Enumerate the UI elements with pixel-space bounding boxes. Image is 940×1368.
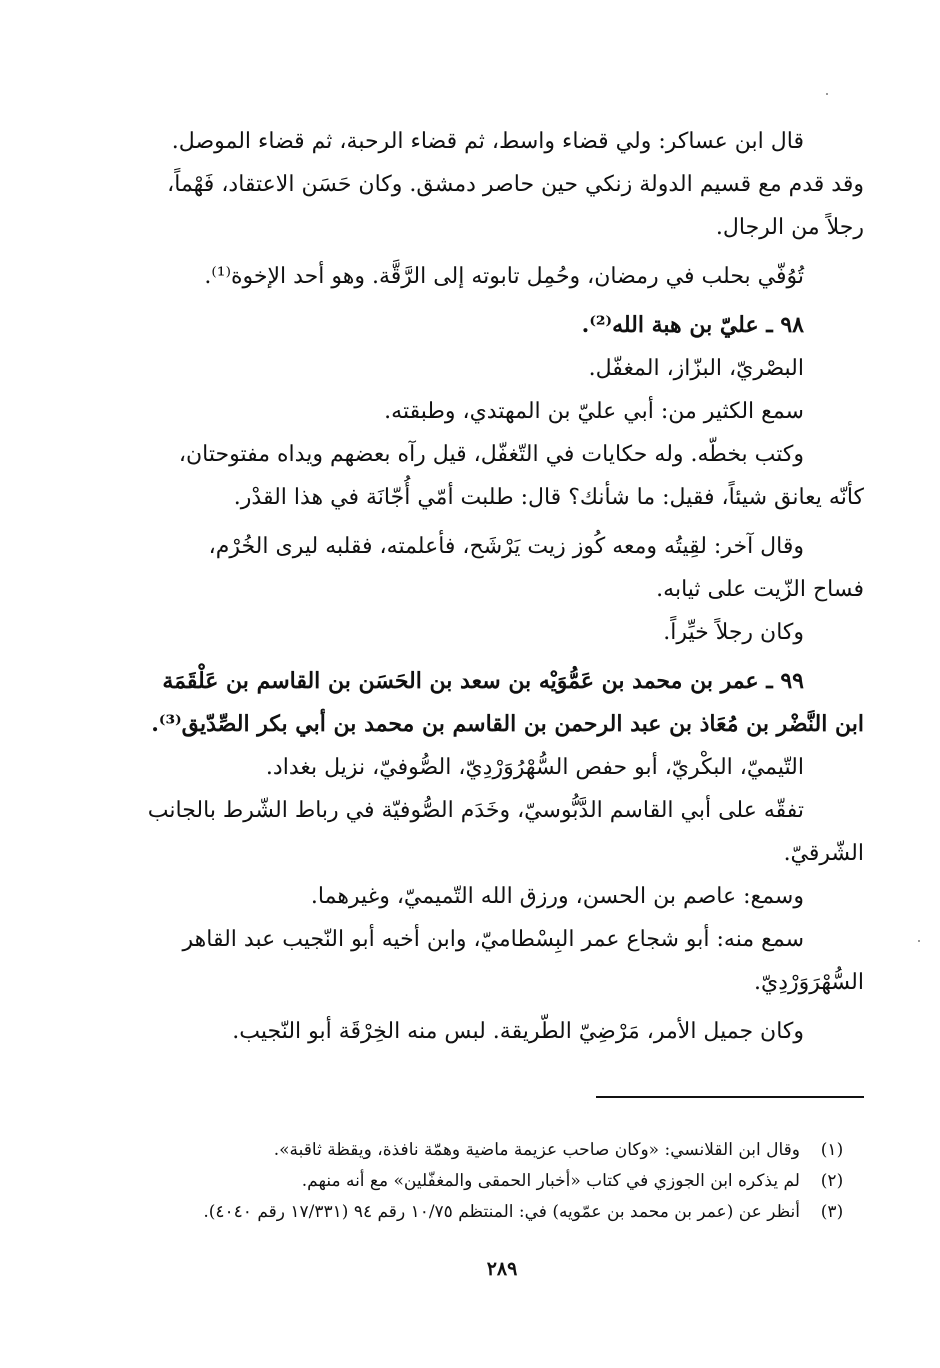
text-line: فساح الزّيت على ثيابه. [656,577,864,602]
entry-heading-99: ٩٩ ـ عمر بن محمد بن عَمُّوَيْه بن سعد بن الحَسَن بن القاسم بن عَلْقَمَة [162,668,804,694]
entry-heading-99-continued: ابن النَّضْر بن مُعَاذ بن عبد الرحمن بن القاسم بن محمد بن أبي بكر الصِّدّيق⁽³⁾. [151,711,864,737]
text-line: التّيميّ، البكْريّ، أبو حفص السُّهْرُوَرْدِيّ، الصُّوفيّ، نزيل بغداد. [265,755,804,780]
footnote-text: لم يذكره ابن الجوزي في كتاب «أخبار الحمقى والمغفّلين» مع أنه منهم. [301,1171,800,1191]
text-line: سمع منه: أبو شجاع عمر البِسْطاميّ، وابن أخيه أبو النّجيب عبد القاهر [182,927,804,952]
text-line: سمع الكثير من: أبي عليّ بن المهتدي، وطبقته. [384,399,804,424]
text-line: وقد قدم مع قسيم الدولة زنكي حين حاصر دمشق. وكان حَسَن الاعتقاد، فَهْماً، [167,172,864,197]
text-line: وكتب بخطّه. وله حكايات في التّغفّل، قيل رآه بعضهم ويداه مفتوحتان، [178,442,804,467]
footnote-number: (١) [820,1140,844,1160]
text-line: الشّرقيّ. [783,841,864,866]
text-line: وسمع: عاصم بن الحسن، ورزق الله التّميميّ، وغيرهما. [310,884,804,909]
page-number: ٢٨٩ [486,1258,518,1280]
text-line: تُوُفّي بحلب في رمضان، وحُمِل تابوته إلى الرَّقَّة. وهو أحد الإخوة⁽¹⁾. [204,264,804,289]
footnote-number: (٢) [820,1171,844,1191]
text-line: وقال آخر: لقِيتُه ومعه كُوز زيت يَرْشَح، فأعلمته، فقلبه ليرى الخُرْم، [208,534,804,559]
entry-heading-98: ٩٨ ـ عليّ بن هبة الله⁽²⁾. [581,312,804,338]
footnote-number: (٣) [820,1202,844,1222]
footnote-text: أنظر عن (عمر بن محمد بن عمّويه) في: المنتظم ١٠/٧٥ رقم ٩٤ (١٧/٣٣١ رقم ٤٠٤٠). [203,1202,800,1222]
footnote-text: وقال ابن القلانسي: «وكان صاحب عزيمة ماضية وهمّة نافذة، ويقظة ثاقبة». [273,1140,800,1160]
footnotes [140,1135,864,1228]
text-line: السُّهْرَوَرْدِيّ. [754,970,864,995]
text-line: كأنّه يعانق شيئاً، فقيل: ما شأنك؟ قال: طلبت أمّي أُجّانَة في هذا القدْر. [233,485,864,510]
scan-speck [826,93,828,95]
footnote-separator [596,1096,864,1098]
text-line: قال ابن عساكر: ولي قضاء واسط، ثم قضاء الرحبة، ثم قضاء الموصل. [171,129,804,154]
text-line: رجلاً من الرجال. [715,215,864,240]
text-line: وكان جميل الأمر، مَرْضِيّ الطّريقة. لبس منه الخِرْقَة أبو النّجيب. [232,1019,804,1044]
page [140,120,864,1350]
footnote [140,1166,864,1197]
scan-speck [918,940,920,942]
footnote [140,1197,864,1228]
text-line: البصْريّ، البزّاز، المغفّل. [588,356,804,381]
footnote [140,1135,864,1166]
text-line: وكان رجلاً خيِّراً. [663,620,804,645]
text-line: تفقّه على أبي القاسم الدَّبُّوسيّ، وخَدَم الصُّوفيّة في رباط الشّرط بالجانب [147,798,804,823]
